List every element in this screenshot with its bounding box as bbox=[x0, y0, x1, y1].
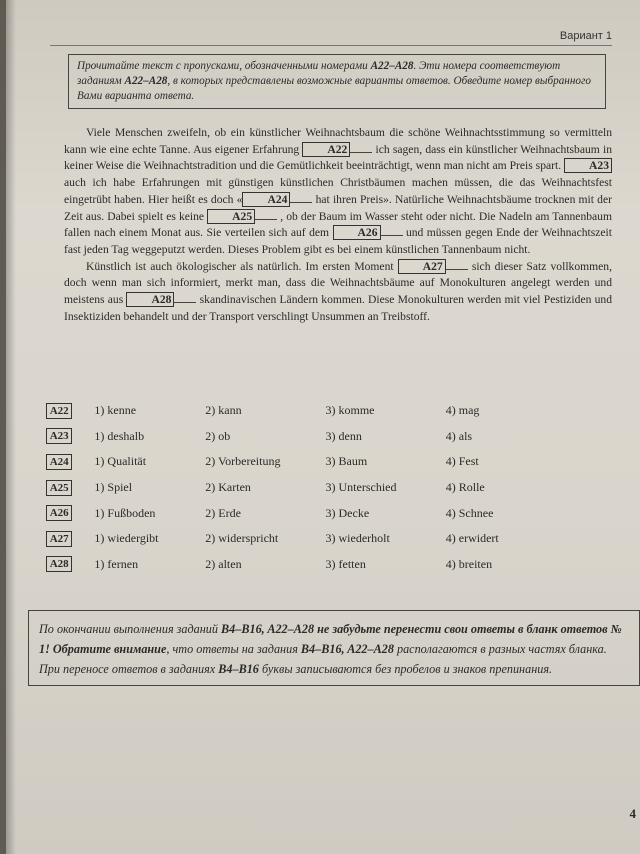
passage-text: skandinavischen Ländern kommen. Diese Monokulturen werden mit viel Pestiziden und Insektiziden behandelt und der Transport verschlingt Unsummen an Treibstoff. bbox=[64, 293, 612, 323]
answer-option[interactable]: 1) kenne bbox=[94, 403, 137, 418]
blank-line bbox=[446, 269, 468, 270]
answer-option[interactable]: 2) alten bbox=[205, 556, 242, 571]
blank-line bbox=[381, 235, 403, 236]
answer-option[interactable]: 1) wiedergibt bbox=[94, 531, 159, 546]
gap-a27: A27 bbox=[398, 259, 446, 274]
header-divider bbox=[50, 45, 612, 46]
gap-a23: A23 bbox=[564, 158, 612, 173]
page-number: 4 bbox=[629, 806, 636, 821]
passage-text: und müssen gegen Ende der Weihnachtszeit fast jeden Tag weggeputzt werden. Dieses Problem gibt es bei einem künstlichen Tannenbaum nicht. bbox=[64, 226, 612, 256]
answer-option[interactable]: 1) Qualität bbox=[94, 454, 147, 469]
question-label: A27 bbox=[46, 531, 72, 547]
answer-option[interactable]: 2) Erde bbox=[205, 505, 241, 520]
gap-a24: A24 bbox=[242, 192, 290, 207]
note-emphasis: B4–B16 bbox=[218, 662, 259, 676]
answer-option[interactable]: 3) Decke bbox=[325, 505, 370, 520]
reminder-note bbox=[28, 610, 640, 686]
answer-row-a25 bbox=[46, 475, 566, 501]
instruction-range: A22–A28 bbox=[124, 75, 168, 87]
question-label: A22 bbox=[46, 403, 72, 419]
answer-option[interactable]: 2) Vorbereitung bbox=[205, 454, 281, 469]
answer-option[interactable]: 3) Unterschied bbox=[325, 480, 397, 495]
note-text: , что ответы на задания bbox=[166, 642, 301, 656]
gap-a22: A22 bbox=[302, 142, 350, 157]
question-label: A24 bbox=[46, 454, 72, 470]
note-emphasis: B4–B16, A22–A28 не забудьте перенести свои ответы в бланк ответов № 1! Обратите внимание bbox=[39, 622, 622, 656]
note-text: буквы записываются без пробелов и знаков препинания. bbox=[258, 662, 553, 676]
gap-a26: A26 bbox=[333, 225, 381, 240]
blank-line bbox=[174, 302, 196, 303]
question-label: A26 bbox=[46, 505, 72, 521]
answer-row-a23 bbox=[46, 424, 566, 450]
answer-option[interactable]: 4) erwidert bbox=[445, 531, 499, 546]
answer-row-a27 bbox=[46, 526, 566, 552]
passage-text: sich dieser Satz vollkommen, doch wenn man sich informiert, merkt man, dass die Weihnachtsbäume auf Monokulturen angelegt werden und meistens aus bbox=[64, 259, 613, 307]
question-label: A23 bbox=[46, 428, 72, 444]
variant-label: Вариант 1 bbox=[559, 30, 612, 42]
answer-option[interactable]: 4) breiten bbox=[445, 556, 493, 571]
answer-option[interactable]: 2) Karten bbox=[205, 480, 251, 495]
note-emphasis: B4–B16, A22–A28 bbox=[300, 642, 394, 656]
answer-row-a28 bbox=[46, 552, 566, 578]
instruction-box bbox=[68, 54, 606, 109]
answer-option[interactable]: 3) Baum bbox=[325, 454, 368, 469]
question-label: A28 bbox=[46, 556, 72, 572]
answer-option[interactable]: 2) widerspricht bbox=[205, 531, 279, 546]
answer-row-a26 bbox=[46, 500, 566, 526]
page-edge-shadow bbox=[6, 0, 16, 854]
question-label: A25 bbox=[46, 480, 72, 496]
passage-text: Künstlich ist auch ökologischer als natürlich. Im ersten Moment bbox=[86, 259, 398, 273]
answer-option[interactable]: 1) Spiel bbox=[94, 480, 133, 495]
gap-a25: A25 bbox=[207, 209, 255, 224]
answer-option[interactable]: 1) fernen bbox=[94, 556, 139, 571]
answer-option[interactable]: 4) Fest bbox=[445, 454, 479, 469]
answer-row-a22 bbox=[46, 398, 566, 424]
answer-row-a24 bbox=[46, 449, 566, 475]
passage-text: Viele Menschen zweifeln, ob ein künstlicher Weihnachtsbaum die schöne Weihnachtsstimmung so vermitteln kann wie eine echte Tanne. Aus eigener Erfahrung bbox=[64, 126, 612, 156]
answer-option[interactable]: 3) fetten bbox=[325, 556, 366, 571]
instruction-range: A22–A28 bbox=[370, 60, 414, 72]
passage-text: ich sagen, dass ein künstlicher Weihnachtsbaum in keiner Weise die Weihnachtstradition und die Gemütlichkeit beeinträchtigt, wenn man nicht am Preis spart. bbox=[64, 142, 612, 173]
instruction-text: Прочитайте текст с пропусками, обозначенными номерами bbox=[77, 60, 371, 72]
answer-option[interactable]: 4) als bbox=[445, 428, 473, 443]
reading-passage bbox=[64, 125, 612, 325]
answer-option[interactable]: 4) mag bbox=[445, 403, 480, 418]
passage-text: , ob der Baum im Wasser steht oder nicht. Die Nadeln am Tannenbaum fallen nach einem Monat aus. Sie verteilen sich auf dem bbox=[64, 209, 612, 240]
answer-option[interactable]: 3) wiederholt bbox=[325, 531, 390, 546]
answer-option[interactable]: 2) ob bbox=[205, 428, 231, 443]
passage-text: auch ich habe Erfahrungen mit günstigen künstlichen Christbäumen machen müssen, die das Weihnachtsfest eingetrübt haben. Hier heißt es doch « bbox=[64, 176, 612, 206]
instruction-text: , в которых представлены возможные варианты ответов. Обведите номер выбранного Вами варианта ответа. bbox=[77, 75, 591, 102]
answer-option[interactable]: 1) Fußboden bbox=[94, 505, 156, 520]
note-text: По окончании выполнения заданий bbox=[39, 622, 222, 636]
answer-option[interactable]: 1) deshalb bbox=[94, 428, 145, 443]
answer-option[interactable]: 4) Schnee bbox=[445, 505, 494, 520]
paragraph-1 bbox=[64, 125, 612, 259]
answer-option[interactable]: 3) komme bbox=[325, 403, 375, 418]
passage-text: hat ihren Preis». Natürliche Weihnachtsbäume trocknen mit der Zeit aus. Dabei spielt es keine bbox=[64, 192, 612, 223]
gap-a28: A28 bbox=[126, 292, 174, 307]
answer-options bbox=[46, 398, 566, 577]
blank-line bbox=[290, 202, 312, 203]
exam-page bbox=[6, 0, 640, 854]
answer-option[interactable]: 4) Rolle bbox=[445, 480, 485, 495]
blank-line bbox=[350, 152, 372, 153]
answer-option[interactable]: 2) kann bbox=[205, 403, 242, 418]
blank-line bbox=[255, 219, 277, 220]
paragraph-2 bbox=[64, 259, 612, 326]
note-text: располагаются в разных частях бланка. При переносе ответов в заданиях bbox=[39, 642, 607, 676]
answer-option[interactable]: 3) denn bbox=[325, 428, 362, 443]
instruction-text: . Эти номера соответствуют заданиям bbox=[77, 60, 561, 87]
